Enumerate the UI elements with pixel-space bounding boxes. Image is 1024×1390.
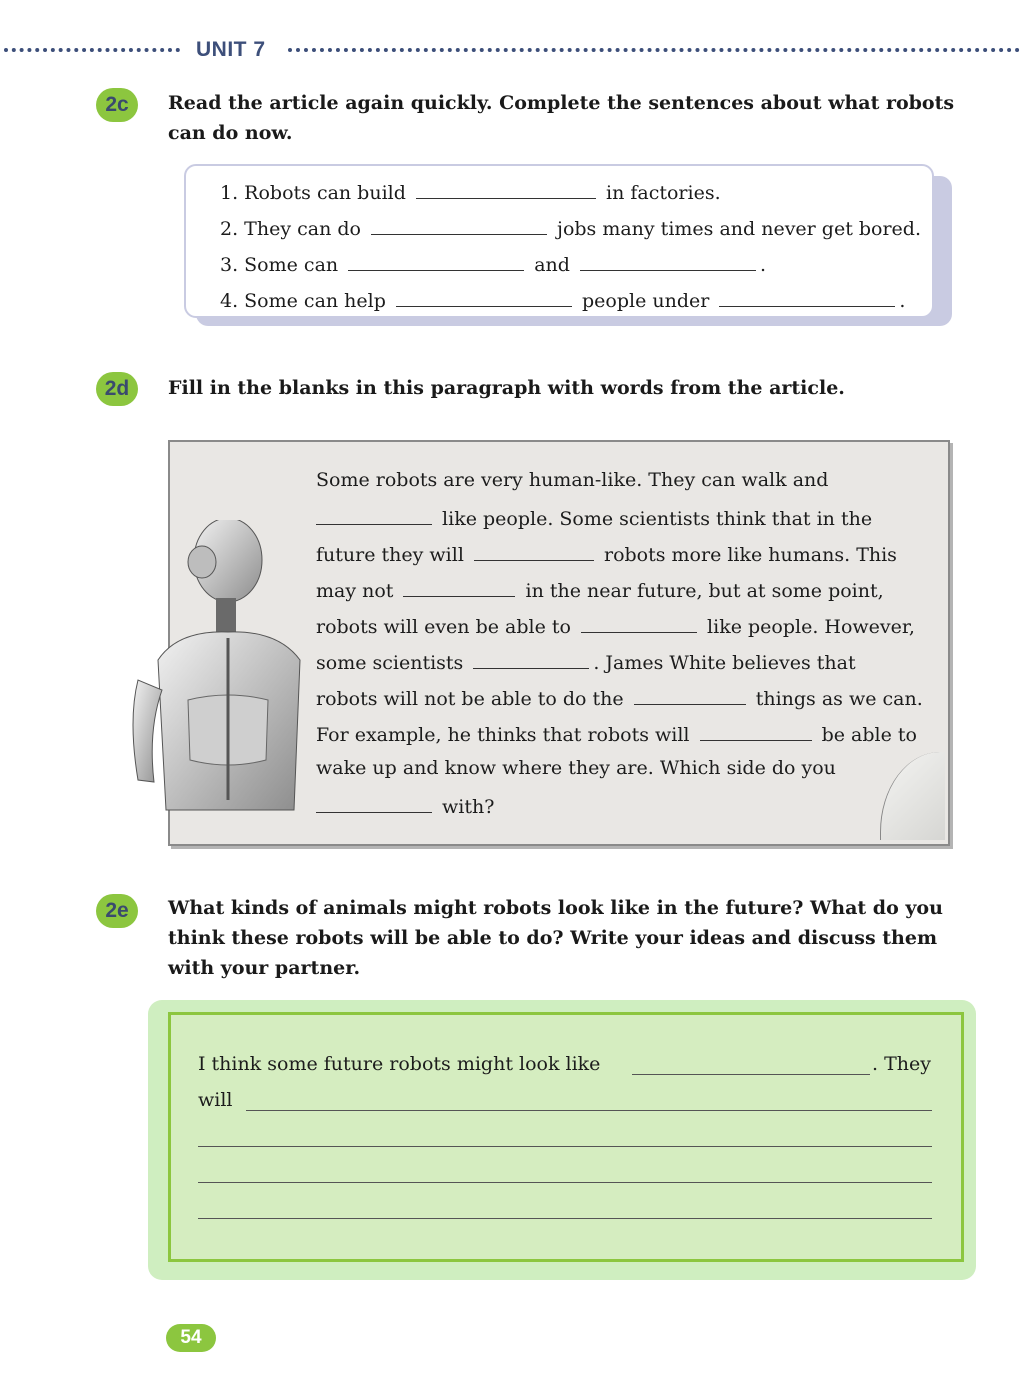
para-line-4-start: may not: [316, 580, 394, 602]
instruction-2e: What kinds of animals might robots look like in the future? What do you think these robots will be able to do? Write your ideas and discuss them with your partner.: [168, 897, 943, 979]
para-line-5-end: like people. However,: [707, 616, 915, 638]
blank-2d-8[interactable]: [316, 792, 432, 813]
blank-2c-3a[interactable]: [348, 250, 524, 271]
writing-blank-1[interactable]: [632, 1074, 870, 1075]
para-line-7-end: things as we can.: [755, 688, 923, 710]
para-line-2-text: like people. Some scientists think that in the: [442, 508, 873, 530]
blank-2d-4[interactable]: [581, 612, 697, 633]
para-line-4-end: in the near future, but at some point,: [525, 580, 884, 602]
sentence-4: [220, 286, 905, 313]
instruction-2c: Read the article again quickly. Complete the sentences about what robots can do now.: [168, 92, 955, 144]
sentence-2-start: 2. They can do: [220, 218, 361, 240]
sentence-1-start: 1. Robots can build: [220, 182, 406, 204]
sentence-1: [220, 178, 721, 205]
para-line-10: [316, 792, 494, 819]
blank-2d-2[interactable]: [474, 540, 594, 561]
blank-2d-6[interactable]: [634, 684, 746, 705]
sentence-4-end: .: [899, 290, 906, 312]
para-line-9-text: wake up and know where they are. Which side do you: [316, 757, 836, 779]
sentence-1-end: in factories.: [606, 182, 721, 204]
blank-2d-3[interactable]: [403, 576, 515, 597]
blank-2d-1[interactable]: [316, 504, 432, 525]
exercise-badge-2e: 2e: [96, 894, 138, 928]
writing-line-4[interactable]: [198, 1218, 932, 1219]
para-line-3: [316, 540, 897, 567]
exercise-badge-2c: 2c: [96, 88, 138, 122]
blank-2d-5[interactable]: [473, 648, 589, 669]
para-line-6-end: . James White believes that: [593, 652, 856, 674]
para-line-8: [316, 720, 917, 747]
writing-will: will: [198, 1089, 233, 1111]
unit-title: UNIT 7: [196, 38, 266, 61]
blank-2c-3b[interactable]: [580, 250, 756, 271]
exercise-badge-2d: 2d: [96, 372, 138, 406]
para-line-10-text: with?: [442, 796, 495, 818]
blank-2d-7[interactable]: [700, 720, 812, 741]
sentence-4-start: 4. Some can help: [220, 290, 386, 312]
writing-lead-end: . They: [872, 1053, 931, 1075]
para-line-2: [316, 504, 872, 531]
sentence-3-start: 3. Some can: [220, 254, 339, 276]
robot-illustration: [118, 520, 318, 820]
writing-line-2[interactable]: [198, 1146, 932, 1147]
para-line-8-end: be able to: [821, 724, 917, 746]
para-line-4: [316, 576, 884, 603]
sentence-3-end: .: [760, 254, 767, 276]
para-line-5: [316, 612, 915, 639]
sentence-2: [220, 214, 921, 241]
header-dots-right: [288, 48, 1020, 52]
blank-2c-4a[interactable]: [396, 286, 572, 307]
para-line-3-end: robots more like humans. This: [603, 544, 897, 566]
sentence-2-end: jobs many times and never get bored.: [557, 218, 922, 240]
para-line-9: [316, 756, 836, 780]
para-line-5-start: robots will even be able to: [316, 616, 571, 638]
para-line-8-start: For example, he thinks that robots will: [316, 724, 690, 746]
header-dots-left: [4, 48, 180, 52]
writing-line-1[interactable]: [246, 1110, 932, 1111]
blank-2c-2[interactable]: [371, 214, 547, 235]
sentence-4-mid: people under: [581, 290, 710, 312]
writing-line-3[interactable]: [198, 1182, 932, 1183]
page-number: 54: [166, 1324, 216, 1352]
instruction-2d: Fill in the blanks in this paragraph with words from the article.: [168, 377, 845, 399]
para-line-7-start: robots will not be able to do the: [316, 688, 624, 710]
sentence-3: [220, 250, 766, 277]
blank-2c-4b[interactable]: [719, 286, 895, 307]
writing-lead: I think some future robots might look like: [198, 1053, 601, 1075]
blank-2c-1[interactable]: [416, 178, 596, 199]
para-line-6-start: some scientists: [316, 652, 464, 674]
para-line-1-text: Some robots are very human-like. They can walk and: [316, 469, 829, 491]
para-line-6: [316, 648, 856, 675]
para-line-7: [316, 684, 923, 711]
para-line-3-start: future they will: [316, 544, 464, 566]
para-line-1: [316, 468, 828, 492]
sentence-3-mid: and: [534, 254, 570, 276]
writing-box: [168, 1012, 964, 1262]
